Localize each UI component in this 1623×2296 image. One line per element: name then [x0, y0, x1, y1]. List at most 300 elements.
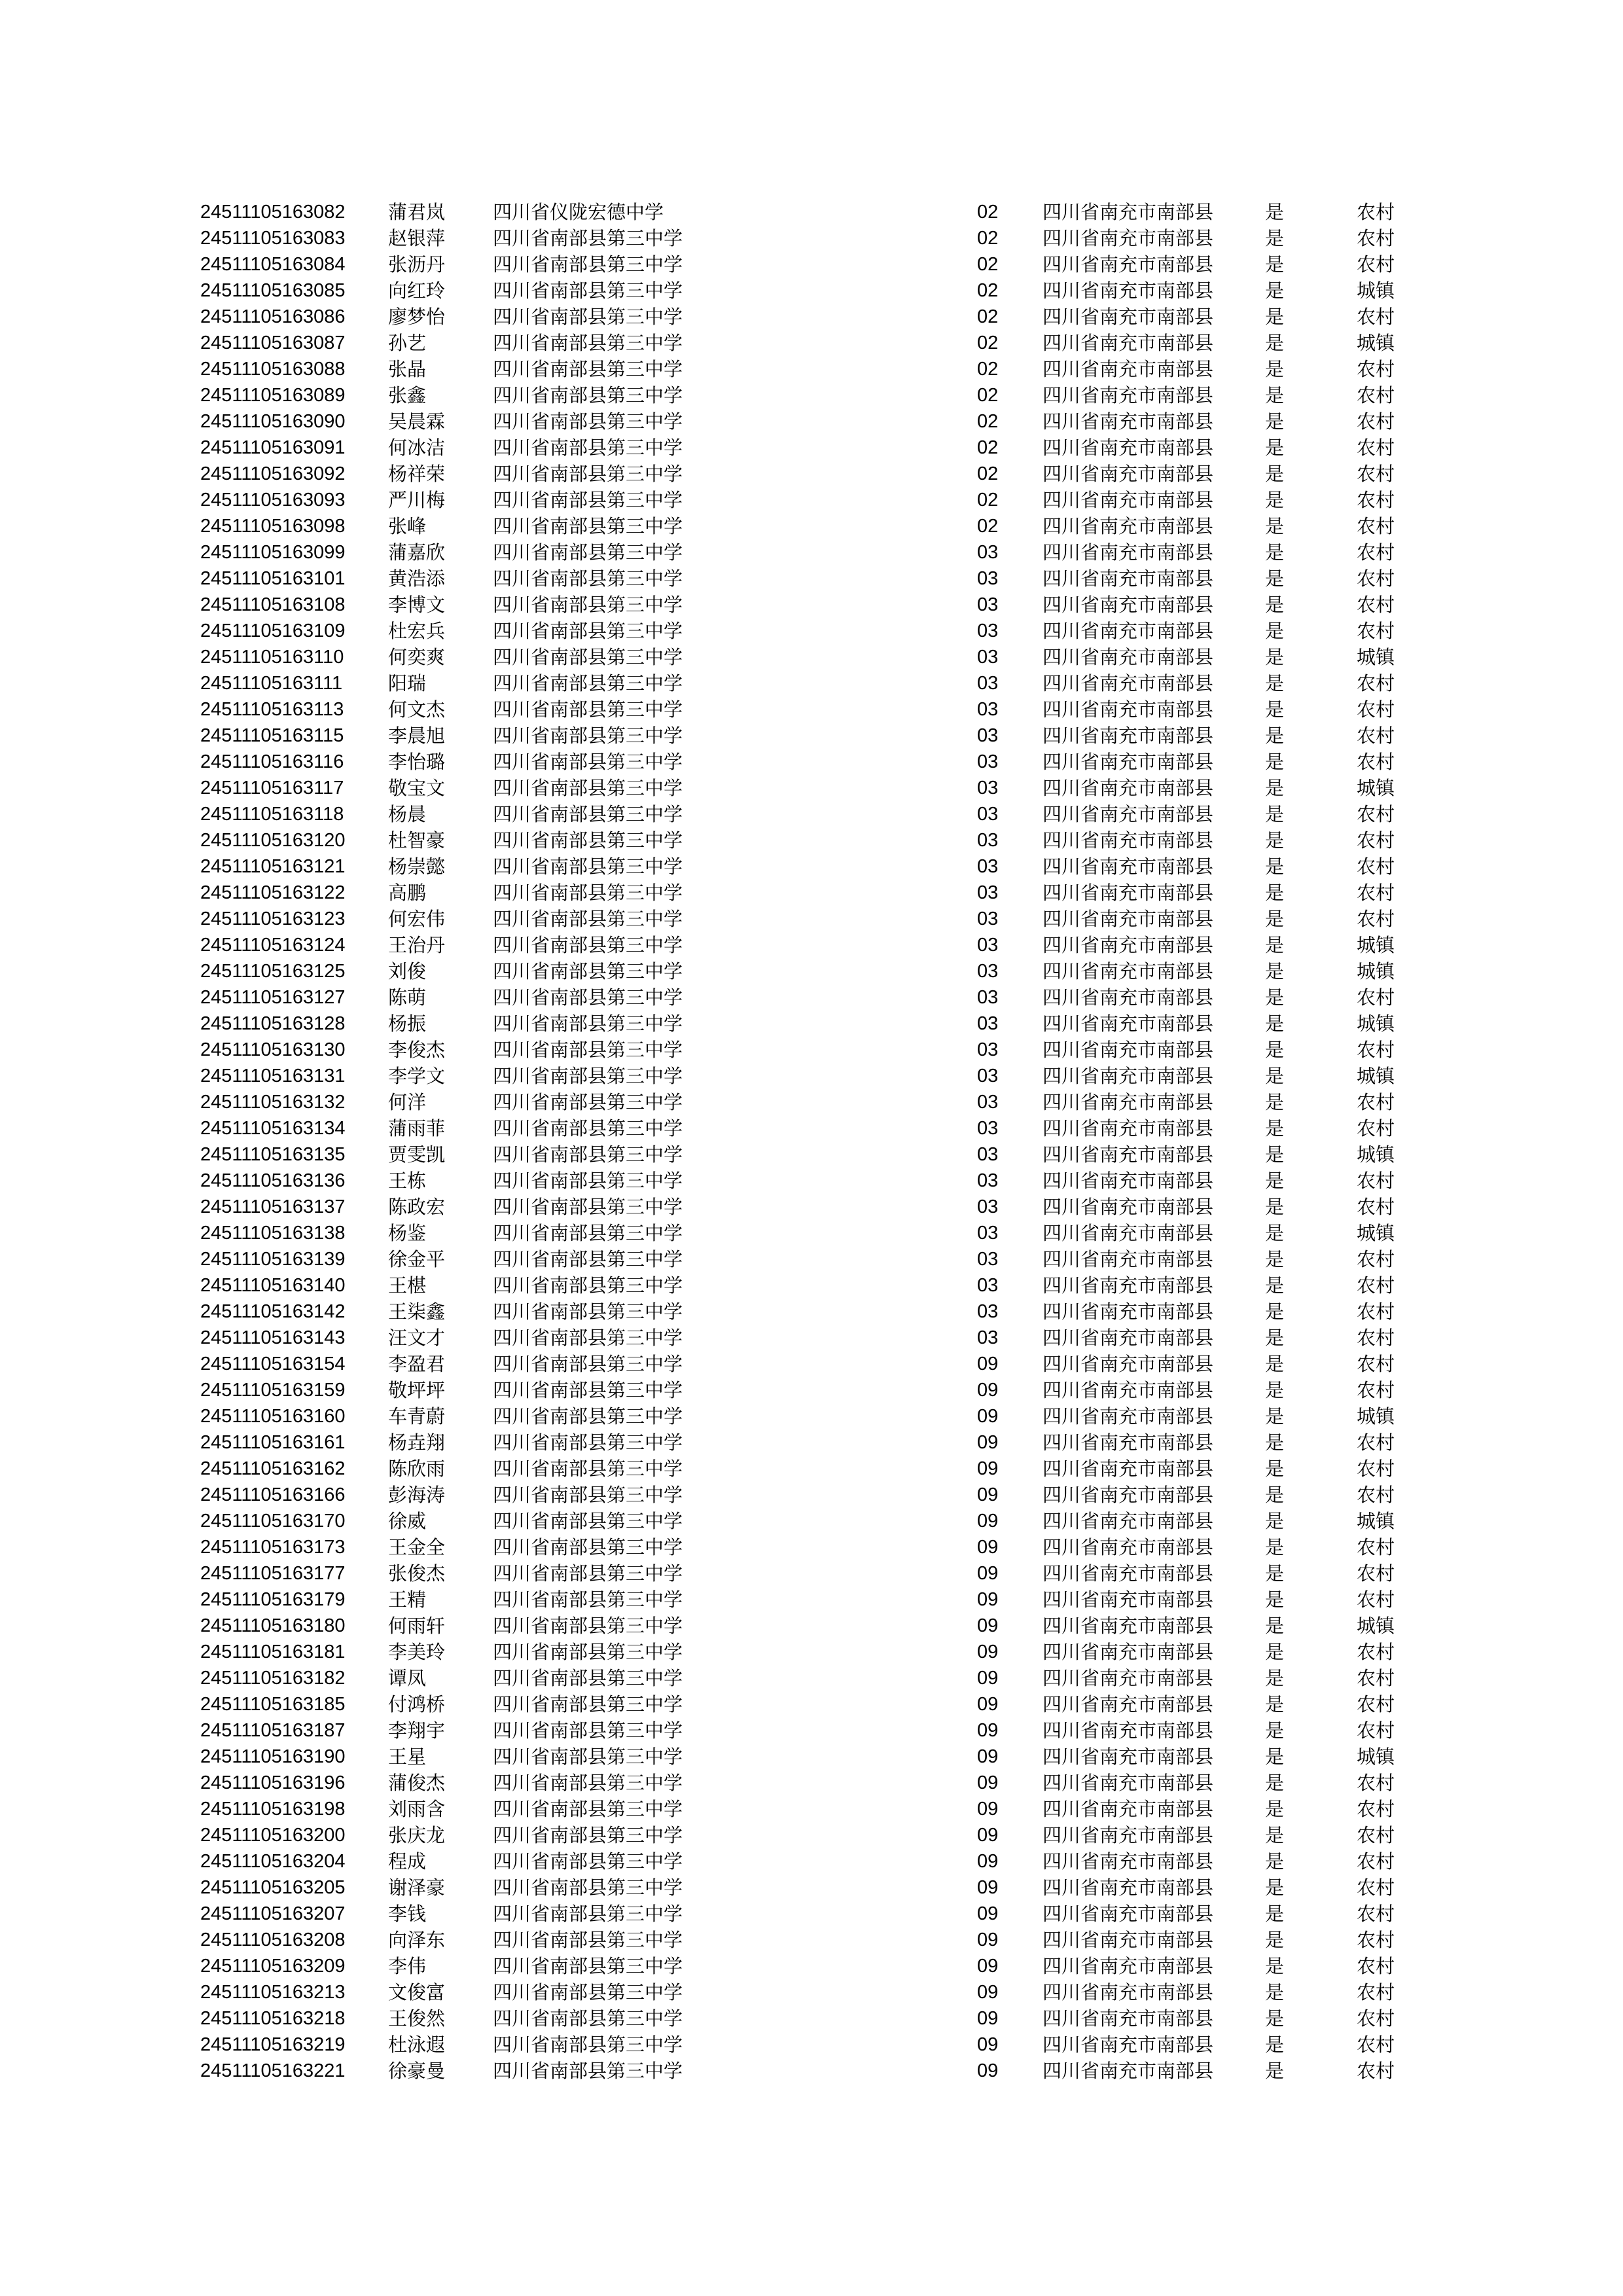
residence-type: 农村 — [1357, 1300, 1395, 1323]
exam-number: 24511105163118 — [200, 804, 344, 825]
residence-type: 农村 — [1357, 1091, 1395, 1113]
student-name: 王柒鑫 — [388, 1300, 446, 1323]
exam-number: 24511105163204 — [200, 1851, 346, 1872]
table-row — [0, 1377, 1623, 1403]
school-name: 四川省南部县第三中学 — [493, 1850, 683, 1873]
table-row — [0, 1717, 1623, 1744]
table-row — [0, 958, 1623, 984]
residence-type: 农村 — [1357, 698, 1395, 721]
student-name: 王星 — [388, 1746, 427, 1768]
table-row — [0, 1220, 1623, 1246]
household-region: 四川省南充市南部县 — [1043, 1405, 1214, 1427]
student-name: 严川梅 — [388, 489, 446, 511]
school-name: 四川省南部县第三中学 — [493, 567, 683, 590]
household-region: 四川省南充市南部县 — [1043, 437, 1214, 459]
category-code: 09 — [977, 1432, 999, 1453]
table-row — [0, 2032, 1623, 2058]
household-region: 四川省南充市南部县 — [1043, 1510, 1214, 1532]
school-name: 四川省南部县第三中学 — [493, 2034, 683, 2056]
exam-number: 24511105163143 — [200, 1327, 346, 1348]
household-region: 四川省南充市南部县 — [1043, 1772, 1214, 1794]
household-region: 四川省南充市南部县 — [1043, 1170, 1214, 1192]
table-row — [0, 592, 1623, 618]
household-region: 四川省南充市南部县 — [1043, 1876, 1214, 1899]
exam-number: 24511105163116 — [200, 751, 344, 772]
table-row — [0, 906, 1623, 932]
student-name: 李晨旭 — [388, 725, 446, 747]
residence-type: 农村 — [1357, 1798, 1395, 1820]
school-name: 四川省南部县第三中学 — [493, 489, 683, 511]
school-name: 四川省南部县第三中学 — [493, 1615, 683, 1637]
eligibility-flag: 是 — [1265, 908, 1285, 930]
category-code: 03 — [977, 987, 999, 1008]
student-name: 吴晨霖 — [388, 410, 446, 433]
school-name: 四川省南部县第三中学 — [493, 1719, 683, 1742]
student-name: 敬宝文 — [388, 777, 446, 799]
residence-type: 农村 — [1357, 908, 1395, 930]
exam-number: 24511105163113 — [200, 699, 344, 720]
eligibility-flag: 是 — [1265, 803, 1285, 825]
category-code: 03 — [977, 1092, 999, 1113]
table-row — [0, 1744, 1623, 1770]
category-code: 03 — [977, 594, 999, 615]
table-row — [0, 932, 1623, 958]
category-code: 09 — [977, 1615, 999, 1636]
exam-number: 24511105163088 — [200, 359, 346, 380]
exam-number: 24511105163124 — [200, 935, 346, 956]
residence-type: 城镇 — [1357, 777, 1395, 799]
category-code: 09 — [977, 1799, 999, 1820]
household-region: 四川省南充市南部县 — [1043, 1431, 1214, 1454]
exam-number: 24511105163111 — [200, 673, 343, 694]
school-name: 四川省南部县第三中学 — [493, 1143, 683, 1166]
category-code: 02 — [977, 411, 999, 432]
school-name: 四川省南部县第三中学 — [493, 698, 683, 721]
student-name: 敬坪坪 — [388, 1379, 446, 1401]
table-row — [0, 1115, 1623, 1141]
residence-type: 农村 — [1357, 1562, 1395, 1585]
school-name: 四川省南部县第三中学 — [493, 751, 683, 773]
exam-number: 24511105163091 — [200, 437, 346, 458]
student-name: 黄浩添 — [388, 567, 446, 590]
eligibility-flag: 是 — [1265, 934, 1285, 956]
residence-type: 农村 — [1357, 489, 1395, 511]
student-name: 李学文 — [388, 1065, 446, 1087]
exam-number: 24511105163173 — [200, 1537, 346, 1558]
residence-type: 农村 — [1357, 201, 1395, 223]
household-region: 四川省南充市南部县 — [1043, 960, 1214, 982]
student-name: 刘俊 — [388, 960, 427, 982]
student-name: 杜泳遐 — [388, 2034, 446, 2056]
residence-type: 农村 — [1357, 1929, 1395, 1951]
household-region: 四川省南充市南部县 — [1043, 1746, 1214, 1768]
table-row — [0, 330, 1623, 356]
eligibility-flag: 是 — [1265, 1405, 1285, 1427]
school-name: 四川省南部县第三中学 — [493, 437, 683, 459]
residence-type: 农村 — [1357, 1536, 1395, 1558]
household-region: 四川省南充市南部县 — [1043, 1981, 1214, 2003]
table-row — [0, 1848, 1623, 1874]
exam-number: 24511105163162 — [200, 1458, 346, 1479]
eligibility-flag: 是 — [1265, 410, 1285, 433]
exam-number: 24511105163089 — [200, 385, 346, 406]
residence-type: 农村 — [1357, 1850, 1395, 1873]
residence-type: 农村 — [1357, 1248, 1395, 1270]
school-name: 四川省南部县第三中学 — [493, 2060, 683, 2082]
table-row — [0, 1953, 1623, 1979]
eligibility-flag: 是 — [1265, 463, 1285, 485]
category-code: 03 — [977, 725, 999, 746]
table-row — [0, 1560, 1623, 1587]
school-name: 四川省南部县第三中学 — [493, 541, 683, 564]
residence-type: 农村 — [1357, 358, 1395, 380]
eligibility-flag: 是 — [1265, 489, 1285, 511]
exam-number: 24511105163125 — [200, 961, 346, 982]
table-row — [0, 827, 1623, 853]
residence-type: 农村 — [1357, 2007, 1395, 2030]
exam-number: 24511105163131 — [200, 1066, 346, 1086]
exam-number: 24511105163083 — [200, 228, 346, 249]
category-code: 02 — [977, 254, 999, 275]
category-code: 09 — [977, 1458, 999, 1479]
eligibility-flag: 是 — [1265, 1065, 1285, 1087]
residence-type: 农村 — [1357, 1903, 1395, 1925]
exam-number: 24511105163208 — [200, 1929, 346, 1950]
eligibility-flag: 是 — [1265, 1746, 1285, 1768]
table-row — [0, 1822, 1623, 1848]
school-name: 四川省南部县第三中学 — [493, 1667, 683, 1689]
household-region: 四川省南充市南部县 — [1043, 489, 1214, 511]
household-region: 四川省南充市南部县 — [1043, 829, 1214, 852]
table-row — [0, 199, 1623, 225]
student-name: 李钱 — [388, 1903, 427, 1925]
student-name: 谢泽豪 — [388, 1876, 446, 1899]
school-name: 四川省南部县第三中学 — [493, 646, 683, 668]
school-name: 四川省南部县第三中学 — [493, 725, 683, 747]
residence-type: 农村 — [1357, 1353, 1395, 1375]
household-region: 四川省南充市南部县 — [1043, 227, 1214, 249]
household-region: 四川省南充市南部县 — [1043, 594, 1214, 616]
school-name: 四川省南部县第三中学 — [493, 1327, 683, 1349]
eligibility-flag: 是 — [1265, 698, 1285, 721]
exam-number: 24511105163190 — [200, 1746, 346, 1767]
eligibility-flag: 是 — [1265, 1222, 1285, 1244]
school-name: 四川省南部县第三中学 — [493, 620, 683, 642]
category-code: 09 — [977, 1720, 999, 1741]
category-code: 03 — [977, 1118, 999, 1139]
residence-type: 农村 — [1357, 1431, 1395, 1454]
household-region: 四川省南充市南部县 — [1043, 253, 1214, 276]
household-region: 四川省南充市南部县 — [1043, 384, 1214, 406]
residence-type: 农村 — [1357, 986, 1395, 1009]
eligibility-flag: 是 — [1265, 1981, 1285, 2003]
residence-type: 城镇 — [1357, 646, 1395, 668]
school-name: 四川省南部县第三中学 — [493, 1065, 683, 1087]
eligibility-flag: 是 — [1265, 384, 1285, 406]
household-region: 四川省南充市南部县 — [1043, 1458, 1214, 1480]
student-name: 向红玲 — [388, 279, 446, 302]
table-row — [0, 775, 1623, 801]
student-name: 王精 — [388, 1588, 427, 1611]
student-name: 何雨轩 — [388, 1615, 446, 1637]
household-region: 四川省南充市南部县 — [1043, 1300, 1214, 1323]
category-code: 03 — [977, 935, 999, 956]
eligibility-flag: 是 — [1265, 1667, 1285, 1689]
category-code: 09 — [977, 1746, 999, 1767]
exam-number: 24511105163182 — [200, 1668, 346, 1689]
student-name: 张庆龙 — [388, 1824, 446, 1846]
household-region: 四川省南充市南部县 — [1043, 882, 1214, 904]
school-name: 四川省南部县第三中学 — [493, 1431, 683, 1454]
eligibility-flag: 是 — [1265, 1300, 1285, 1323]
exam-number: 24511105163161 — [200, 1432, 346, 1453]
category-code: 02 — [977, 437, 999, 458]
residence-type: 农村 — [1357, 410, 1395, 433]
exam-number: 24511105163200 — [200, 1825, 346, 1846]
student-name: 李博文 — [388, 594, 446, 616]
school-name: 四川省南部县第三中学 — [493, 594, 683, 616]
school-name: 四川省南部县第三中学 — [493, 855, 683, 878]
eligibility-flag: 是 — [1265, 1143, 1285, 1166]
table-row — [0, 1901, 1623, 1927]
table-row — [0, 1534, 1623, 1560]
exam-number: 24511105163138 — [200, 1223, 346, 1244]
school-name: 四川省南部县第三中学 — [493, 1222, 683, 1244]
school-name: 四川省南部县第三中学 — [493, 1772, 683, 1794]
school-name: 四川省南部县第三中学 — [493, 1588, 683, 1611]
student-name: 蒲嘉欣 — [388, 541, 446, 564]
school-name: 四川省南部县第三中学 — [493, 908, 683, 930]
table-row — [0, 225, 1623, 251]
student-name: 陈政宏 — [388, 1196, 446, 1218]
household-region: 四川省南充市南部县 — [1043, 620, 1214, 642]
household-region: 四川省南充市南部县 — [1043, 1693, 1214, 1715]
table-row — [0, 1770, 1623, 1796]
exam-number: 24511105163108 — [200, 594, 346, 615]
eligibility-flag: 是 — [1265, 1510, 1285, 1532]
category-code: 02 — [977, 202, 999, 223]
category-code: 03 — [977, 1249, 999, 1270]
student-name: 高鹏 — [388, 882, 427, 904]
category-code: 02 — [977, 332, 999, 353]
table-row — [0, 304, 1623, 330]
residence-type: 城镇 — [1357, 1615, 1395, 1637]
eligibility-flag: 是 — [1265, 306, 1285, 328]
category-code: 03 — [977, 620, 999, 641]
exam-number: 24511105163093 — [200, 490, 346, 511]
category-code: 09 — [977, 2034, 999, 2055]
eligibility-flag: 是 — [1265, 1929, 1285, 1951]
household-region: 四川省南充市南部县 — [1043, 1039, 1214, 1061]
household-region: 四川省南充市南部县 — [1043, 672, 1214, 694]
category-code: 03 — [977, 961, 999, 982]
exam-number: 24511105163136 — [200, 1170, 346, 1191]
eligibility-flag: 是 — [1265, 1798, 1285, 1820]
table-row — [0, 1089, 1623, 1115]
student-name: 张晶 — [388, 358, 427, 380]
residence-type: 农村 — [1357, 1484, 1395, 1506]
student-name: 杨晨 — [388, 803, 427, 825]
exam-number: 24511105163219 — [200, 2034, 346, 2055]
student-name: 徐金平 — [388, 1248, 446, 1270]
table-row — [0, 382, 1623, 408]
category-code: 09 — [977, 1956, 999, 1977]
student-name: 王俊然 — [388, 2007, 446, 2030]
category-code: 09 — [977, 1537, 999, 1558]
table-row — [0, 435, 1623, 461]
eligibility-flag: 是 — [1265, 1484, 1285, 1506]
student-name: 李伟 — [388, 1955, 427, 1977]
category-code: 09 — [977, 2060, 999, 2081]
table-row — [0, 618, 1623, 644]
category-code: 09 — [977, 1484, 999, 1505]
category-code: 09 — [977, 1851, 999, 1872]
school-name: 四川省南部县第三中学 — [493, 1955, 683, 1977]
student-name: 阳瑞 — [388, 672, 427, 694]
household-region: 四川省南充市南部县 — [1043, 698, 1214, 721]
exam-number: 24511105163090 — [200, 411, 346, 432]
eligibility-flag: 是 — [1265, 855, 1285, 878]
residence-type: 城镇 — [1357, 1013, 1395, 1035]
exam-number: 24511105163160 — [200, 1406, 346, 1427]
exam-number: 24511105163127 — [200, 987, 346, 1008]
category-code: 09 — [977, 1772, 999, 1793]
school-name: 四川省南部县第三中学 — [493, 279, 683, 302]
household-region: 四川省南充市南部县 — [1043, 1798, 1214, 1820]
student-name: 彭海涛 — [388, 1484, 446, 1506]
exam-number: 24511105163087 — [200, 332, 346, 353]
student-name: 李盈君 — [388, 1353, 446, 1375]
student-name: 杜智豪 — [388, 829, 446, 852]
residence-type: 城镇 — [1357, 1065, 1395, 1087]
student-name: 陈欣雨 — [388, 1458, 446, 1480]
exam-number: 24511105163209 — [200, 1956, 346, 1977]
exam-number: 24511105163198 — [200, 1799, 346, 1820]
category-code: 09 — [977, 1511, 999, 1532]
student-name: 杨鉴 — [388, 1222, 427, 1244]
category-code: 03 — [977, 568, 999, 589]
household-region: 四川省南充市南部县 — [1043, 725, 1214, 747]
residence-type: 农村 — [1357, 594, 1395, 616]
school-name: 四川省南部县第三中学 — [493, 1091, 683, 1113]
student-name: 张沥丹 — [388, 253, 446, 276]
household-region: 四川省南充市南部县 — [1043, 1667, 1214, 1689]
student-name: 李美玲 — [388, 1641, 446, 1663]
eligibility-flag: 是 — [1265, 594, 1285, 616]
student-name: 蒲俊杰 — [388, 1772, 446, 1794]
student-name: 陈萌 — [388, 986, 427, 1009]
exam-number: 24511105163205 — [200, 1877, 346, 1898]
exam-number: 24511105163187 — [200, 1720, 346, 1741]
exam-number: 24511105163135 — [200, 1144, 346, 1165]
table-row — [0, 278, 1623, 304]
eligibility-flag: 是 — [1265, 1536, 1285, 1558]
table-row — [0, 1325, 1623, 1351]
eligibility-flag: 是 — [1265, 1170, 1285, 1192]
student-name: 孙艺 — [388, 332, 427, 354]
student-name: 廖梦怡 — [388, 306, 446, 328]
student-name: 杨崇懿 — [388, 855, 446, 878]
table-row — [0, 565, 1623, 592]
category-code: 03 — [977, 804, 999, 825]
table-row — [0, 1979, 1623, 2005]
category-code: 09 — [977, 1877, 999, 1898]
category-code: 03 — [977, 1301, 999, 1322]
student-name: 刘雨含 — [388, 1798, 446, 1820]
category-code: 03 — [977, 1170, 999, 1191]
household-region: 四川省南充市南部县 — [1043, 777, 1214, 799]
table-row — [0, 1927, 1623, 1953]
residence-type: 农村 — [1357, 1458, 1395, 1480]
residence-type: 农村 — [1357, 1274, 1395, 1297]
student-name: 王椹 — [388, 1274, 427, 1297]
table-row — [0, 1351, 1623, 1377]
category-code: 03 — [977, 778, 999, 798]
school-name: 四川省南部县第三中学 — [493, 672, 683, 694]
school-name: 四川省南部县第三中学 — [493, 960, 683, 982]
table-row — [0, 984, 1623, 1011]
table-row — [0, 1665, 1623, 1691]
table-row — [0, 1194, 1623, 1220]
school-name: 四川省南部县第三中学 — [493, 410, 683, 433]
table-row — [0, 1639, 1623, 1665]
eligibility-flag: 是 — [1265, 2060, 1285, 2082]
household-region: 四川省南充市南部县 — [1043, 1484, 1214, 1506]
eligibility-flag: 是 — [1265, 515, 1285, 537]
table-row — [0, 1403, 1623, 1429]
student-name: 徐威 — [388, 1510, 427, 1532]
student-list-table — [0, 199, 1623, 2084]
exam-number: 24511105163134 — [200, 1118, 346, 1139]
category-code: 02 — [977, 228, 999, 249]
household-region: 四川省南充市南部县 — [1043, 1615, 1214, 1637]
residence-type: 农村 — [1357, 1876, 1395, 1899]
school-name: 四川省南部县第三中学 — [493, 384, 683, 406]
eligibility-flag: 是 — [1265, 2007, 1285, 2030]
household-region: 四川省南充市南部县 — [1043, 986, 1214, 1009]
household-region: 四川省南充市南部县 — [1043, 1929, 1214, 1951]
eligibility-flag: 是 — [1265, 725, 1285, 747]
school-name: 四川省南部县第三中学 — [493, 2007, 683, 2030]
category-code: 03 — [977, 542, 999, 563]
eligibility-flag: 是 — [1265, 1248, 1285, 1270]
residence-type: 农村 — [1357, 1693, 1395, 1715]
household-region: 四川省南充市南部县 — [1043, 1353, 1214, 1375]
eligibility-flag: 是 — [1265, 1013, 1285, 1035]
table-row — [0, 2005, 1623, 2032]
school-name: 四川省南部县第三中学 — [493, 1458, 683, 1480]
residence-type: 农村 — [1357, 2034, 1395, 2056]
exam-number: 24511105163139 — [200, 1249, 346, 1270]
residence-type: 农村 — [1357, 384, 1395, 406]
household-region: 四川省南充市南部县 — [1043, 908, 1214, 930]
residence-type: 城镇 — [1357, 1222, 1395, 1244]
student-name: 杨垚翔 — [388, 1431, 446, 1454]
school-name: 四川省南部县第三中学 — [493, 829, 683, 852]
category-code: 03 — [977, 856, 999, 877]
eligibility-flag: 是 — [1265, 751, 1285, 773]
school-name: 四川省南部县第三中学 — [493, 306, 683, 328]
student-name: 李翔宇 — [388, 1719, 446, 1742]
eligibility-flag: 是 — [1265, 1458, 1285, 1480]
school-name: 四川省南部县第三中学 — [493, 1641, 683, 1663]
exam-number: 24511105163213 — [200, 1982, 346, 2003]
table-row — [0, 670, 1623, 696]
student-name: 何奕爽 — [388, 646, 446, 668]
category-code: 09 — [977, 1668, 999, 1689]
household-region: 四川省南充市南部县 — [1043, 306, 1214, 328]
household-region: 四川省南充市南部县 — [1043, 279, 1214, 302]
